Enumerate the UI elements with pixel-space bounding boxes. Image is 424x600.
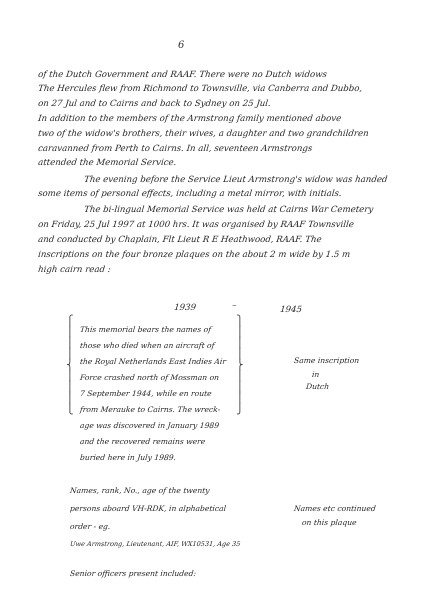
- inscription-dutch-line: in: [311, 370, 320, 379]
- names-line: Names, rank, No., age of the twenty: [69, 486, 211, 495]
- year-end: 1945: [279, 305, 303, 315]
- names-note-line: on this plaque: [301, 518, 358, 527]
- paragraph-line: on 27 Jul and to Cairns and back to Sydney on 25 Jul.: [37, 99, 272, 109]
- paragraph-line: attended the Memorial Service.: [37, 158, 177, 168]
- year-start: 1939: [173, 303, 197, 313]
- inscription-line: from Merauke to Cairns. The wreck-: [79, 405, 221, 414]
- right-brace: ⎫ ⎪ ⎪ ⎪ ⎬ ⎪ ⎪ ⎪ ⎭: [236, 316, 244, 415]
- year-dash: –: [231, 301, 237, 311]
- left-brace: ⎧ ⎪ ⎪ ⎪ ⎨ ⎪ ⎪ ⎪ ⎩: [66, 316, 74, 415]
- paragraph-line: The Hercules flew from Richmond to Townsville, via Canberra and Dubbo,: [37, 84, 363, 94]
- paragraph-line: on Friday, 25 Jul 1997 at 1000 hrs. It was organised by RAAF Townsville: [37, 220, 355, 230]
- paragraph-line: In addition to the members of the Armstrong family mentioned above: [37, 114, 342, 124]
- inscription-line: buried here in July 1989.: [79, 453, 177, 462]
- page-number: 6: [178, 40, 185, 51]
- senior-officers-line: Senior officers present included:: [69, 569, 197, 578]
- paragraph-line: caravanned from Perth to Cairns. In all, seventeen Armstrongs: [37, 144, 313, 154]
- inscription-line: Force crashed north of Mossman on: [79, 373, 220, 382]
- names-note-line: Names etc continued: [293, 504, 377, 513]
- paragraph-line: two of the widow's brothers, their wives, a daughter and two grandchildren: [37, 129, 370, 139]
- inscription-line: This memorial bears the names of: [79, 325, 212, 334]
- paragraph-line: and conducted by Chaplain, Flt Lieut R E Heathwood, RAAF. The: [37, 235, 323, 245]
- names-line: Uwe Armstrong, Lieutenant, AIF, WX10531, Age 35: [69, 540, 241, 548]
- paragraph-line: of the Dutch Government and RAAF. There were no Dutch widows: [37, 70, 328, 80]
- inscription-dutch-line: Same inscription: [293, 356, 360, 365]
- inscription-dutch-line: Dutch: [305, 382, 330, 391]
- inscription-line: and the recovered remains were: [79, 437, 206, 446]
- paragraph-line: high cairn read :: [37, 265, 112, 275]
- inscription-line: those who died when an aircraft of: [79, 341, 215, 350]
- paragraph-line: some items of personal effects, including a metal mirror, with initials.: [37, 189, 343, 199]
- paragraph-line: inscriptions on the four bronze plaques on the about 2 m wide by 1.5 m: [37, 250, 351, 260]
- paragraph-line: The bi-lingual Memorial Service was held at Cairns War Cemetery: [83, 205, 374, 215]
- paragraph-line: The evening before the Service Lieut Armstrong's widow was handed: [83, 175, 388, 185]
- names-line: persons aboard VH-RDK, in alphabetical: [69, 504, 227, 513]
- inscription-line: the Royal Netherlands East Indies Air: [79, 357, 227, 366]
- inscription-line: age was discovered in January 1989: [79, 421, 220, 430]
- names-line: order - eg.: [69, 522, 111, 531]
- inscription-line: 7 September 1944, while en route: [79, 389, 213, 398]
